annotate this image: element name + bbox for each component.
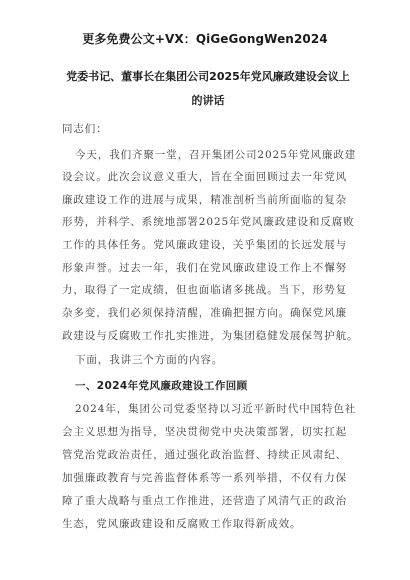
paragraph-3-line: 会主义思想为指导，坚决贯彻党中央决策部署，切实扛起 [62,426,347,438]
paragraph-1-line: 工作的具体任务。党风廉政建设，关乎集团的长远发展与 [62,239,347,251]
paragraph-1-line: 廉政建设工作的进展与成果，精准剖析当前所面临的复杂 [62,194,347,206]
paragraph-3-line: 管党治党政治责任，通过强化政治监督、持续正风肃纪、 [62,449,347,461]
paragraph-1-line: 形势，并科学、系统地部署2025年党风廉政建设和反腐败 [62,216,355,228]
paragraph-3-line: 障了重大战略与重点工作推进，还营造了风清气正的政治 [62,495,347,507]
paragraph-1-line: 杂多变，我们必须保持清醒，准确把握方向。确保党风廉 [62,307,347,319]
promo-header: 更多免费公文+VX：QiGeGongWen2024 [82,32,328,46]
paragraph-3-line: 加强廉政教育与完善监督体系等一系列举措，不仅有力保 [62,472,347,484]
paragraph-2: 下面，我讲三个方面的内容。 [75,354,224,366]
paragraph-1-line: 形象声誉。过去一年，我们在党风廉政建设工作上不懈努 [62,262,347,274]
paragraph-1-line: 政建设与反腐败工作扎实推进，为集团稳健发展保驾护航。 [62,330,359,342]
salutation: 同志们： [62,123,108,135]
document-title-line-2: 的讲话 [191,94,225,107]
document-title-line-1: 党委书记、董事长在集团公司2025年党风廉政建设会议上 [66,70,350,83]
paragraph-1-line: 设会议。此次会议意义重大，旨在全面回顾过去一年党风 [62,171,347,183]
paragraph-3-line: 生态，党风廉政建设和反腐败工作取得新成效。 [62,518,302,530]
paragraph-1-line: 力，取得了一定成绩，但也面临诸多挑战。当下，形势复 [62,284,347,296]
paragraph-1-line: 今天，我们齐聚一堂，召开集团公司2025年党风廉政建 [75,149,357,161]
section-1-heading: 一、2024年党风廉政建设工作回顾 [75,380,248,392]
paragraph-3-line: 2024年，集团公司党委坚持以习近平新时代中国特色社 [75,403,357,415]
